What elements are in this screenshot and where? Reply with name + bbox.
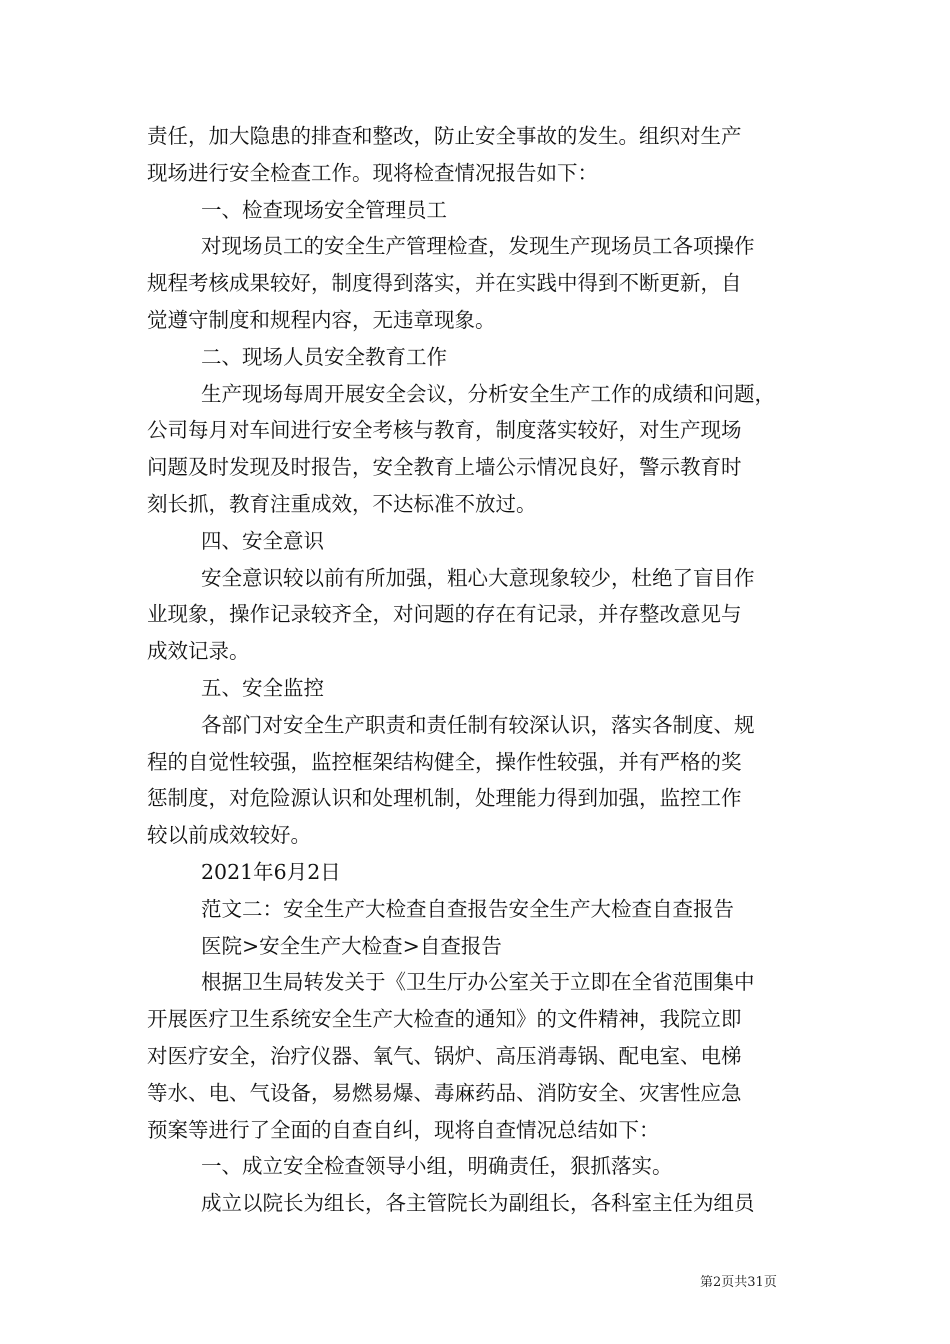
text-line: 规程考核成果较好，制度得到落实，并在实践中得到不断更新，自 bbox=[147, 271, 742, 296]
text-line: 责任，加大隐患的排查和整改，防止安全事故的发生。组织对生产 bbox=[147, 124, 742, 148]
section-heading: 二、现场人员安全教育工作 bbox=[201, 344, 447, 369]
text-line: 成立以院长为组长，各主管院长为副组长，各科室主任为组员 bbox=[201, 1191, 755, 1216]
text-line: 预案等进行了全面的自查自纠，现将自查情况总结如下： bbox=[147, 1117, 660, 1142]
text-line: 对医疗安全，治疗仪器、氧气、锅炉、高压消毒锅、配电室、电梯 bbox=[147, 1043, 742, 1068]
section-heading: 五、安全监控 bbox=[201, 675, 324, 700]
text-line: 惩制度，对危险源认识和处理机制，处理能力得到加强，监控工作 bbox=[147, 786, 742, 811]
breadcrumb-line: 医院>安全生产大检查>自查报告 bbox=[201, 933, 502, 958]
text-line: 对现场员工的安全生产管理检查，发现生产现场员工各项操作 bbox=[201, 234, 755, 259]
text-line: 公司每月对车间进行安全考核与教育，制度落实较好，对生产现场 bbox=[147, 418, 742, 443]
text-line: 根据卫生局转发关于《卫生厅办公室关于立即在全省范围集中 bbox=[201, 970, 755, 995]
text-line: 问题及时发现及时报告，安全教育上墙公示情况良好，警示教育时 bbox=[147, 455, 742, 480]
text-line: 程的自觉性较强，监控框架结构健全，操作性较强，并有严格的奖 bbox=[147, 749, 742, 774]
text-line: 各部门对安全生产职责和责任制有较深认识，落实各制度、规 bbox=[201, 712, 755, 737]
text-line: 生产现场每周开展安全会议，分析安全生产工作的成绩和问题， bbox=[201, 381, 775, 406]
section-heading: 范文二：安全生产大检查自查报告安全生产大检查自查报告 bbox=[201, 896, 734, 921]
text-line: 较以前成效较好。 bbox=[147, 823, 311, 848]
text-line: 觉遵守制度和规程内容，无违章现象。 bbox=[147, 307, 496, 332]
text-line: 现场进行安全检查工作。现将检查情况报告如下： bbox=[147, 160, 598, 185]
text-line: 业现象，操作记录较齐全，对问题的存在有记录，并存整改意见与 bbox=[147, 602, 742, 627]
text-line: 安全意识较以前有所加强，粗心大意现象较少，杜绝了盲目作 bbox=[201, 565, 755, 590]
section-heading: 一、检查现场安全管理员工 bbox=[201, 197, 447, 222]
text-line: 开展医疗卫生系统安全生产大检查的通知》的文件精神，我院立即 bbox=[147, 1007, 742, 1032]
text-line: 成效记录。 bbox=[147, 639, 250, 664]
page-number: 第2页共31页 bbox=[700, 1275, 777, 1290]
document-body bbox=[147, 118, 807, 1222]
date-line: 2021年6月2日 bbox=[201, 859, 341, 884]
section-heading: 四、安全意识 bbox=[201, 528, 324, 553]
text-line: 刻长抓，教育注重成效，不达标准不放过。 bbox=[147, 491, 537, 516]
section-heading: 一、成立安全检查领导小组，明确责任，狠抓落实。 bbox=[201, 1154, 673, 1179]
text-line: 等水、电、气设备，易燃易爆、毒麻药品、消防安全、灾害性应急 bbox=[147, 1080, 742, 1105]
